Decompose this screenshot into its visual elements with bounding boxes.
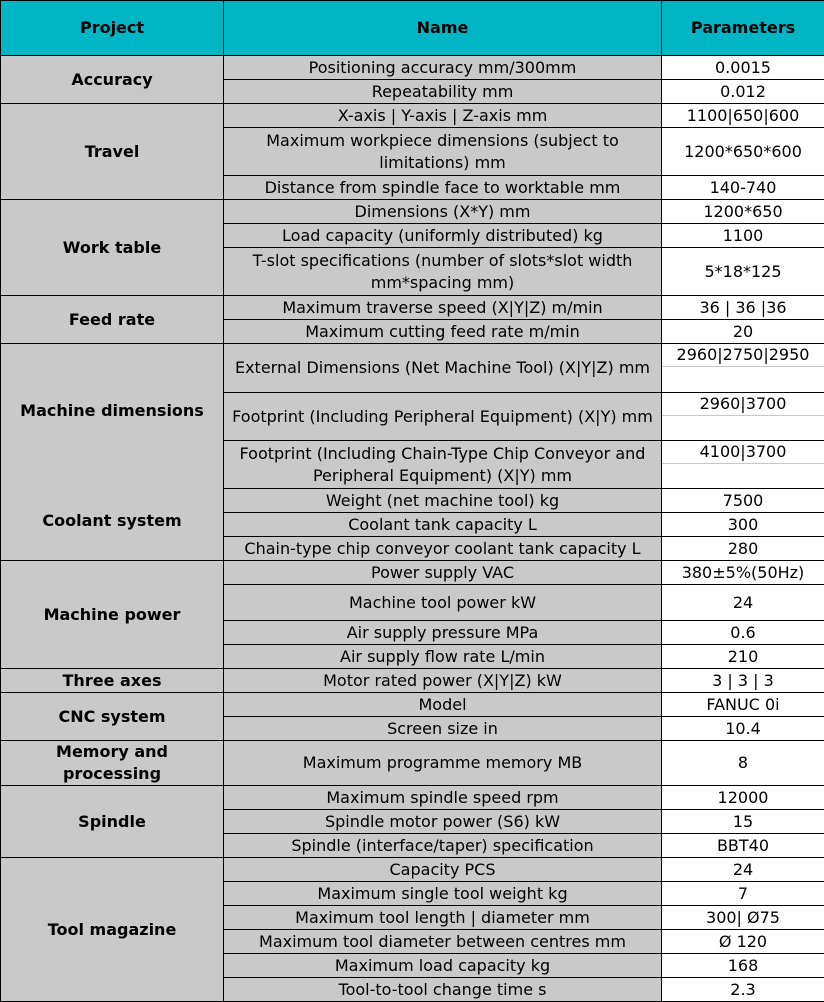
row-name: Air supply flow rate L/min xyxy=(224,645,662,669)
row-name: Dimensions (X*Y) mm xyxy=(224,200,662,224)
row-value: 140-740 xyxy=(662,176,824,200)
row-value: 20 xyxy=(662,320,824,344)
row-value-text: 2960|2750|2950 xyxy=(662,344,824,367)
group-machine-dimensions: Machine dimensions xyxy=(1,400,223,422)
row-value: 1100|650|600 xyxy=(662,104,824,128)
row-name: Footprint (Including Chain-Type Chip Conveyor and Peripheral Equipment) (X|Y) mm xyxy=(224,441,662,489)
row-name: Maximum spindle speed rpm xyxy=(224,786,662,810)
row-value xyxy=(662,344,824,393)
group-spindle: Spindle xyxy=(1,786,224,858)
header-project: Project xyxy=(1,1,224,56)
row-value: 7 xyxy=(662,882,824,906)
row-value: 1200*650*600 xyxy=(662,128,824,176)
row-name: Chain-type chip conveyor coolant tank capacity L xyxy=(224,537,662,561)
row-value: 1200*650 xyxy=(662,200,824,224)
row-value: 300 xyxy=(662,513,824,537)
row-value: 36 | 36 |36 xyxy=(662,296,824,320)
row-name: Capacity PCS xyxy=(224,858,662,882)
row-name: Coolant tank capacity L xyxy=(224,513,662,537)
row-name: Motor rated power (X|Y|Z) kW xyxy=(224,669,662,693)
row-value: 8 xyxy=(662,741,824,786)
row-value: 0.0015 xyxy=(662,56,824,80)
row-name: Maximum cutting feed rate m/min xyxy=(224,320,662,344)
row-value: 0.012 xyxy=(662,80,824,104)
row-name: Model xyxy=(224,693,662,717)
table-row xyxy=(1,104,824,128)
row-value-text: 2960|3700 xyxy=(662,393,824,416)
table-row xyxy=(1,786,824,810)
row-value: 380±5%(50Hz) xyxy=(662,561,824,585)
row-value: 210 xyxy=(662,645,824,669)
group-feed-rate: Feed rate xyxy=(1,296,224,344)
row-name: Power supply VAC xyxy=(224,561,662,585)
group-machine-power: Machine power xyxy=(1,561,224,669)
group-three-axes: Three axes xyxy=(1,669,224,693)
table-row xyxy=(1,344,824,393)
group-machine-dimensions-coolant xyxy=(1,344,224,561)
row-name: Maximum single tool weight kg xyxy=(224,882,662,906)
row-name: Positioning accuracy mm/300mm xyxy=(224,56,662,80)
row-value: 24 xyxy=(662,585,824,621)
table-row xyxy=(1,56,824,80)
row-value: Ø 120 xyxy=(662,930,824,954)
row-name: Screen size in xyxy=(224,717,662,741)
group-coolant-system: Coolant system xyxy=(1,510,223,532)
row-name: Maximum traverse speed (X|Y|Z) m/min xyxy=(224,296,662,320)
row-value: 7500 xyxy=(662,489,824,513)
group-tool-magazine: Tool magazine xyxy=(1,858,224,1002)
row-value: 15 xyxy=(662,810,824,834)
row-value: 12000 xyxy=(662,786,824,810)
row-name: Maximum tool length | diameter mm xyxy=(224,906,662,930)
table-row xyxy=(1,669,824,693)
row-value: 0.6 xyxy=(662,621,824,645)
row-name: Spindle (interface/taper) specification xyxy=(224,834,662,858)
row-name: Spindle motor power (S6) kW xyxy=(224,810,662,834)
header-name: Name xyxy=(224,1,662,56)
row-name: Load capacity (uniformly distributed) kg xyxy=(224,224,662,248)
row-name: Maximum tool diameter between centres mm xyxy=(224,930,662,954)
table-row xyxy=(1,296,824,320)
row-name: Distance from spindle face to worktable mm xyxy=(224,176,662,200)
row-value xyxy=(662,441,824,489)
table-row xyxy=(1,200,824,224)
row-name: X-axis | Y-axis | Z-axis mm xyxy=(224,104,662,128)
row-name: Maximum workpiece dimensions (subject to limitations) mm xyxy=(224,128,662,176)
group-work-table: Work table xyxy=(1,200,224,296)
row-value: FANUC 0i xyxy=(662,693,824,717)
group-memory: Memory and processing xyxy=(1,741,224,786)
table-row xyxy=(1,693,824,717)
row-name: External Dimensions (Net Machine Tool) (X|Y|Z) mm xyxy=(224,344,662,393)
row-name: T-slot specifications (number of slots*slot width mm*spacing mm) xyxy=(224,248,662,296)
row-value xyxy=(662,393,824,441)
row-name: Repeatability mm xyxy=(224,80,662,104)
table-row xyxy=(1,741,824,786)
row-value: 3 | 3 | 3 xyxy=(662,669,824,693)
row-name: Tool-to-tool change time s xyxy=(224,978,662,1002)
table-row xyxy=(1,561,824,585)
row-value: 2.3 xyxy=(662,978,824,1002)
row-value: BBT40 xyxy=(662,834,824,858)
group-cnc-system: CNC system xyxy=(1,693,224,741)
group-travel: Travel xyxy=(1,104,224,200)
row-name: Air supply pressure MPa xyxy=(224,621,662,645)
row-value: 280 xyxy=(662,537,824,561)
row-name: Maximum programme memory MB xyxy=(224,741,662,786)
row-name: Maximum load capacity kg xyxy=(224,954,662,978)
table-row xyxy=(1,858,824,882)
row-value-text: 4100|3700 xyxy=(662,441,824,464)
header-parameters: Parameters xyxy=(662,1,824,56)
header-row xyxy=(1,1,824,56)
row-value: 24 xyxy=(662,858,824,882)
row-name: Machine tool power kW xyxy=(224,585,662,621)
row-name: Footprint (Including Peripheral Equipment) (X|Y) mm xyxy=(224,393,662,441)
row-value: 168 xyxy=(662,954,824,978)
row-name: Weight (net machine tool) kg xyxy=(224,489,662,513)
group-accuracy: Accuracy xyxy=(1,56,224,104)
row-value: 5*18*125 xyxy=(662,248,824,296)
row-value: 300| Ø75 xyxy=(662,906,824,930)
row-value: 10.4 xyxy=(662,717,824,741)
row-value: 1100 xyxy=(662,224,824,248)
